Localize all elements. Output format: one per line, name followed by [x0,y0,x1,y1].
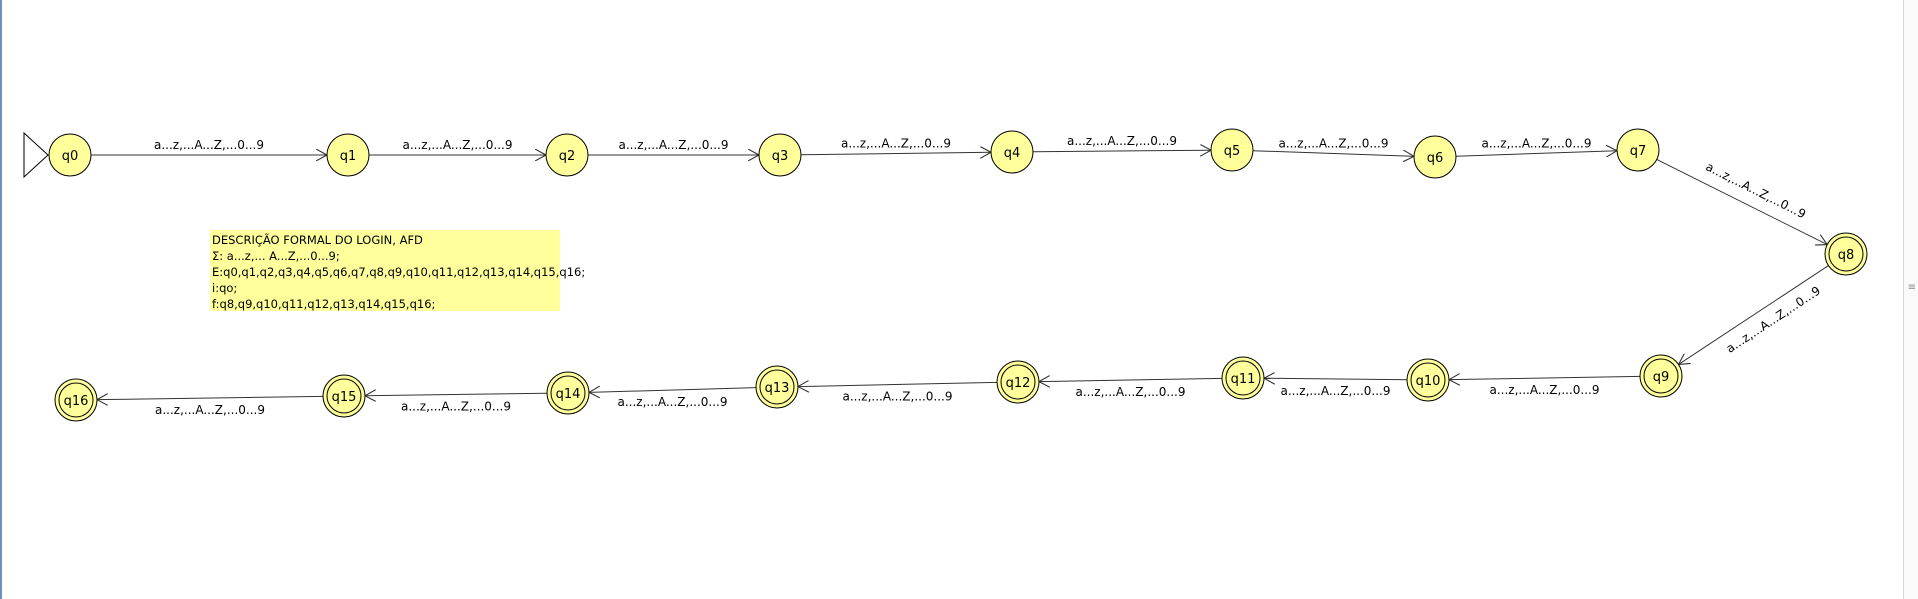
note-initial: i:qo; [212,281,238,295]
note-title: DESCRIÇÃO FORMAL DO LOGIN, AFD [212,233,423,247]
state-q11[interactable] [1222,357,1264,399]
transition-q8-q9[interactable] [1679,266,1829,365]
state-label-q4: q4 [1003,146,1021,161]
state-label-q15: q15 [331,390,357,405]
transition-label-q1-q2: a...z,...A...Z,...0...9 [402,138,513,152]
formal-description-note[interactable] [210,230,586,311]
transition-q3-q4[interactable] [801,152,991,154]
state-label-q3: q3 [771,149,789,164]
start-triangle-icon [24,133,48,177]
state-label-q1: q1 [339,149,357,164]
transition-label-q5-q6: a...z,...A...Z,...0...9 [1278,136,1389,151]
transition-label-q6-q7: a...z,...A...Z,...0...9 [1481,136,1592,151]
transition-label-q9-q10: a...z,...A...Z,...0...9 [1489,383,1600,397]
state-q15[interactable] [323,375,365,417]
state-label-q2: q2 [558,149,576,164]
transition-q11-q12[interactable] [1039,378,1222,381]
state-q10[interactable] [1407,359,1449,401]
transition-label-q12-q13: a...z,...A...Z,...0...9 [842,389,953,404]
state-label-q16: q16 [63,394,89,409]
transition-label-q14-q15: a...z,...A...Z,...0...9 [401,399,511,414]
initial-state-marker [24,133,48,177]
state-q13[interactable] [756,366,798,408]
scroll-edge[interactable] [1903,0,1918,599]
transition-q7-q8[interactable] [1657,159,1827,244]
state-q1[interactable] [327,134,369,176]
state-label-q12: q12 [1005,376,1031,391]
state-label-q10: q10 [1415,374,1441,389]
transition-label-q7-q8: a...z,...A...Z,...0...9 [1703,159,1809,222]
state-q6[interactable] [1414,136,1456,178]
transition-q13-q14[interactable] [589,388,756,393]
state-label-q14: q14 [555,387,581,402]
transition-label-q15-q16: a...z,...A...Z,...0...9 [155,403,265,417]
state-q12[interactable] [997,361,1039,403]
state-q14[interactable] [547,372,589,414]
state-q0[interactable] [49,134,91,176]
transition-q5-q6[interactable] [1253,151,1414,157]
transition-label-q4-q5: a...z,...A...Z,...0...9 [1067,134,1177,148]
transition-label-q10-q11: a...z,...A...Z,...0...9 [1280,384,1391,398]
transition-q6-q7[interactable] [1456,151,1617,157]
state-label-q9: q9 [1652,370,1670,385]
state-q7[interactable] [1617,129,1659,171]
state-q5[interactable] [1211,129,1253,171]
transition-q14-q15[interactable] [365,393,547,395]
transition-q9-q10[interactable] [1449,376,1640,379]
state-q4[interactable] [991,131,1033,173]
transition-label-q13-q14: a...z,...A...Z,...0...9 [617,395,728,409]
state-label-q6: q6 [1426,151,1444,166]
transition-q15-q16[interactable] [97,396,323,399]
state-label-q13: q13 [764,381,790,396]
transition-q4-q5[interactable] [1033,150,1211,152]
state-label-q11: q11 [1230,372,1256,387]
state-q9[interactable] [1640,355,1682,397]
state-label-q0: q0 [61,149,79,164]
note-sigma: Σ: a...z,... A...Z,...0...9; [212,249,340,263]
state-label-q8: q8 [1837,248,1855,263]
state-q16[interactable] [55,379,97,421]
transition-label-q0-q1: a...z,...A...Z,...0...9 [154,138,264,152]
transition-label-q8-q9: a...z,...A...Z,...0...9 [1723,283,1824,356]
state-label-q7: q7 [1629,144,1647,159]
note-states: E:q0,q1,q2,q3,q4,q5,q6,q7,q8,q9,q10,q11,q12,q13,q14,q15,q16; [212,265,586,279]
state-label-q5: q5 [1223,144,1241,159]
transition-q10-q11[interactable] [1264,378,1407,380]
note-final: f:q8,q9,q10,q11,q12,q13,q14,q15,q16; [212,297,436,311]
transition-label-q2-q3: a...z,...A...Z,...0...9 [618,138,729,152]
transition-label-q3-q4: a...z,...A...Z,...0...9 [841,136,951,151]
state-q3[interactable] [759,134,801,176]
transition-q12-q13[interactable] [798,382,997,386]
transition-label-q11-q12: a...z,...A...Z,...0...9 [1075,385,1186,399]
state-q2[interactable] [546,134,588,176]
resize-grip-icon[interactable]: ≡ [1907,282,1916,293]
state-q8[interactable] [1825,233,1867,275]
